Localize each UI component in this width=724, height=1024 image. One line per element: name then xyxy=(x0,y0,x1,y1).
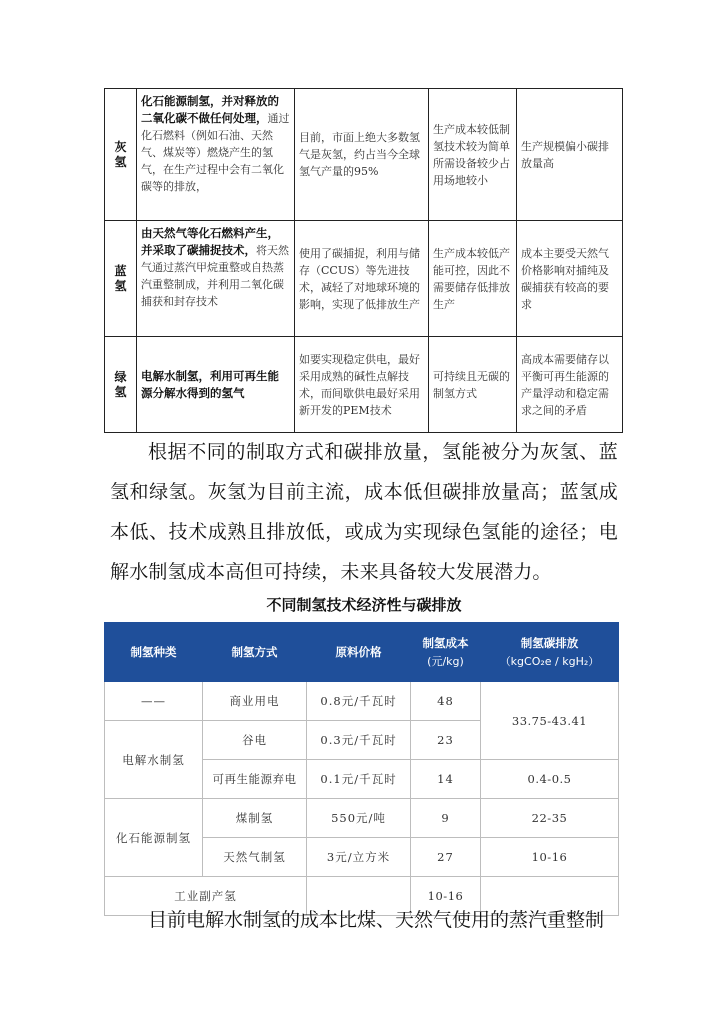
hydrogen-types-table xyxy=(104,88,623,433)
method-bold: 化石能源制氢，并对释放的二氧化碳不做任何处理， xyxy=(141,94,279,125)
header-emission-label: 制氢碳排放 xyxy=(520,635,579,650)
table-header-row xyxy=(105,623,619,682)
method-cell: 煤制氢 xyxy=(203,799,307,838)
type-cell: 蓝氢 xyxy=(105,221,137,337)
table-row xyxy=(105,89,623,221)
header-cost-unit: (元/kg) xyxy=(427,654,464,668)
method-cell: 可再生能源弃电 xyxy=(203,760,307,799)
type-cell: 灰氢 xyxy=(105,89,137,221)
method-cell: 商业用电 xyxy=(203,682,307,721)
kind-cell: 电解水制氢 xyxy=(105,721,203,799)
header-kind: 制氢种类 xyxy=(105,623,203,682)
price-cell: 0.3元/千瓦时 xyxy=(307,721,411,760)
table-row xyxy=(105,682,619,721)
method-detail: 将天然气通过蒸汽甲烷重整或自热蒸汽重整制成，并利用二氧化碳捕获和封存技术 xyxy=(141,244,289,308)
method-detail: 通过化石燃料（例如石油、天然气、煤炭等）燃烧产生的氢气，在生产过程中会有二氧化碳等的排放， xyxy=(141,112,290,193)
method-cell xyxy=(137,221,295,337)
cost-emission-table xyxy=(104,622,619,916)
method-cell xyxy=(137,337,295,433)
price-cell: 0.1元/千瓦时 xyxy=(307,760,411,799)
table-row xyxy=(105,337,623,433)
method-bold: 电解水制氢，利用可再生能源分解水得到的氢气 xyxy=(141,368,279,400)
emission-cell: 22-35 xyxy=(481,799,619,838)
cost-cell: 48 xyxy=(411,682,481,721)
cost-cell: 27 xyxy=(411,838,481,877)
body-paragraph xyxy=(110,432,618,592)
header-cost xyxy=(411,623,481,682)
status-cell: 目前，市面上绝大多数氢气是灰氢，约占当今全球氢气产量的95% xyxy=(295,89,429,221)
continuation-line: 目前电解水制氢的成本比煤、天然气使用的蒸汽重整制 xyxy=(148,909,605,931)
advantage-cell: 生产成本较低产能可控，因此不需要储存低排放生产 xyxy=(429,221,517,337)
table-caption: 不同制氢技术经济性与碳排放 xyxy=(266,596,462,614)
method-bold: 由天然气等化石燃料产生，并采取了碳捕捉技术， xyxy=(141,226,279,257)
cost-cell: 9 xyxy=(411,799,481,838)
advantage-cell: 生产成本较低制氢技术较为简单所需设备较少占用场地较小 xyxy=(429,89,517,221)
emission-cell: 0.4-0.5 xyxy=(481,760,619,799)
cost-cell: 23 xyxy=(411,721,481,760)
kind-cell: 化石能源制氢 xyxy=(105,799,203,877)
type-cell: 绿氢 xyxy=(105,337,137,433)
kind-cell: —— xyxy=(105,682,203,721)
table-row xyxy=(105,799,619,838)
header-emission xyxy=(481,623,619,682)
table-row xyxy=(105,221,623,337)
price-cell: 3元/立方米 xyxy=(307,838,411,877)
disadvantage-cell: 成本主要受天然气价格影响对捕纯及碳捕获有较高的要求 xyxy=(517,221,623,337)
price-cell: 0.8元/千瓦时 xyxy=(307,682,411,721)
price-cell: 550元/吨 xyxy=(307,799,411,838)
cost-cell: 14 xyxy=(411,760,481,799)
header-price: 原料价格 xyxy=(307,623,411,682)
kind-cell: 工业副产氢 xyxy=(105,877,307,916)
paragraph-text: 根据不同的制取方式和碳排放量，氢能被分为灰氢、蓝氢和绿氢。灰氢为目前主流，成本低但碳排放量高；蓝氢成本低、技术成熟且排放低，或成为实现绿色氢能的途径；电解水制氢成本高但可持续，未来具备较大发展潜力。 xyxy=(110,441,618,583)
disadvantage-cell: 生产规模偏小碳排放量高 xyxy=(517,89,623,221)
header-cost-label: 制氢成本 xyxy=(422,635,469,650)
method-cell: 天然气制氢 xyxy=(203,838,307,877)
advantage-cell: 可持续且无碳的制氢方式 xyxy=(429,337,517,433)
method-cell: 谷电 xyxy=(203,721,307,760)
method-cell xyxy=(137,89,295,221)
cost-cell: 10-16 xyxy=(411,877,481,916)
emission-cell: 33.75-43.41 xyxy=(481,682,619,760)
status-cell: 如要实现稳定供电，最好采用成熟的碱性点解技术，而间歇供电最好采用新开发的PEM技术 xyxy=(295,337,429,433)
emission-cell: 10-16 xyxy=(481,838,619,877)
header-method: 制氢方式 xyxy=(203,623,307,682)
header-emission-unit: （kgCO₂e / kgH₂） xyxy=(499,654,600,668)
disadvantage-cell: 高成本需要储存以平衡可再生能源的产量浮动和稳定需求之间的矛盾 xyxy=(517,337,623,433)
status-cell: 使用了碳捕捉，利用与储存（CCUS）等先进技术，减轻了对地球环境的影响，实现了低排放生产 xyxy=(295,221,429,337)
